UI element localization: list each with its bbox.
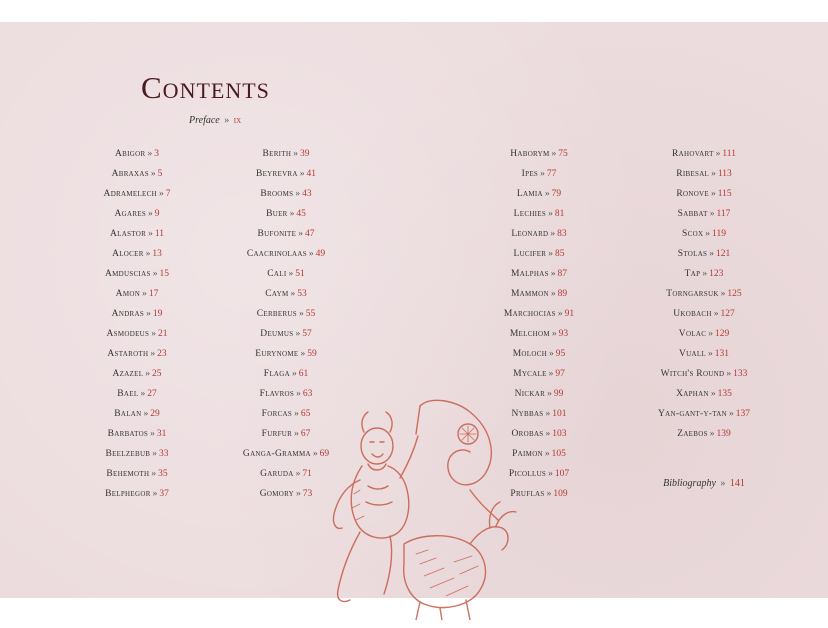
toc-separator: » — [146, 309, 151, 319]
toc-entry-name: Lechies — [513, 209, 547, 219]
toc-separator: » — [140, 389, 146, 399]
toc-entry-malphas[interactable] — [504, 266, 574, 286]
toc-entry-xaphan[interactable] — [658, 386, 750, 406]
toc-page-number: 105 — [551, 449, 566, 459]
toc-separator: » — [143, 409, 149, 419]
toc-separator: » — [547, 389, 552, 399]
toc-entry-name: Ronove — [676, 189, 709, 199]
toc-page-number: 133 — [733, 369, 748, 379]
toc-separator: » — [710, 189, 716, 199]
toc-page-number: 59 — [307, 349, 317, 359]
toc-separator: » — [709, 209, 715, 219]
toc-page-number: 57 — [302, 329, 312, 339]
toc-page-number: 41 — [306, 169, 317, 179]
toc-page-number: 83 — [557, 229, 567, 239]
toc-separator: » — [147, 149, 153, 159]
preface-label: Preface — [189, 115, 220, 126]
toc-page-number: 19 — [152, 309, 163, 319]
toc-page-number: 91 — [564, 309, 575, 319]
toc-entry-name: Gomory — [259, 489, 295, 499]
toc-separator: » — [145, 249, 151, 259]
toc-entry-name: Yan-gant-y-tan — [658, 409, 727, 419]
toc-separator: » — [150, 429, 155, 439]
toc-entry-name: Adramelech — [103, 189, 157, 199]
toc-page-number: 87 — [557, 269, 568, 279]
toc-separator: » — [296, 389, 301, 399]
toc-entry-beelzebub[interactable] — [104, 446, 171, 466]
toc-entry-name: Ukobach — [673, 309, 712, 319]
toc-entry-astaroth[interactable] — [104, 346, 171, 366]
preface-page-number: ix — [233, 115, 242, 126]
toc-separator: » — [299, 309, 304, 319]
toc-entry-andras[interactable] — [104, 306, 171, 326]
toc-page-number: 137 — [735, 409, 750, 419]
toc-entry-adramelech[interactable] — [104, 186, 171, 206]
toc-entry-name: Asmodeus — [106, 329, 150, 339]
toc-separator: » — [296, 489, 301, 499]
toc-page-number: 95 — [555, 349, 566, 359]
bibliography-label: Bibliography — [663, 478, 716, 489]
toc-page-number: 131 — [714, 349, 730, 359]
toc-page-number: 127 — [720, 309, 735, 319]
toc-entry-cali[interactable] — [243, 266, 329, 286]
toc-entry-lucifer[interactable] — [504, 246, 574, 266]
toc-page-number: 75 — [558, 149, 568, 159]
toc-separator: » — [150, 169, 156, 179]
contents-column-2 — [243, 146, 329, 506]
toc-entry-name: Flaga — [263, 369, 290, 379]
toc-entry-name: Cali — [267, 269, 287, 279]
toc-separator: » — [142, 289, 147, 299]
toc-entry-name: Zaebos — [677, 429, 708, 439]
toc-entry-name: Lamia — [516, 189, 543, 199]
toc-entry-name: Picollus — [508, 469, 547, 479]
toc-entry-gomory[interactable] — [243, 486, 329, 506]
bibliography-entry[interactable] — [663, 478, 745, 489]
toc-entry-yan-gant-y-tan[interactable] — [658, 406, 750, 426]
toc-entry-volac[interactable] — [658, 326, 750, 346]
toc-separator: » — [545, 429, 551, 439]
toc-page-number: 55 — [305, 309, 316, 319]
toc-entry-name: Alocer — [112, 249, 144, 259]
toc-entry-zaebos[interactable] — [658, 426, 750, 446]
toc-entry-asmodeus[interactable] — [104, 326, 171, 346]
toc-separator: » — [702, 269, 708, 279]
toc-entry-name: Pruflas — [510, 489, 545, 499]
toc-entry-ukobach[interactable] — [658, 306, 750, 326]
toc-separator: » — [548, 209, 553, 219]
toc-entry-name: Caym — [265, 289, 289, 299]
toc-page-number: 111 — [722, 149, 736, 159]
toc-separator: » — [551, 329, 557, 339]
toc-separator: » — [295, 469, 301, 479]
toc-separator: » — [298, 229, 303, 239]
toc-entry-name: Torngarsuk — [666, 289, 719, 299]
toc-separator: » — [294, 429, 299, 439]
bibliography-page-number: 141 — [729, 478, 745, 489]
toc-page-number: 135 — [717, 389, 732, 399]
toc-page-number: 45 — [296, 209, 306, 219]
toc-entry-name: Buer — [266, 209, 288, 219]
toc-page-number: 113 — [717, 169, 732, 179]
contents-page — [0, 22, 828, 598]
toc-entry-brooms[interactable] — [243, 186, 329, 206]
toc-page-number: 139 — [716, 429, 731, 439]
toc-entry-azazel[interactable] — [104, 366, 171, 386]
toc-page-number: 107 — [554, 469, 570, 479]
toc-entry-mammon[interactable] — [504, 286, 574, 306]
toc-entry-amon[interactable] — [104, 286, 171, 306]
toc-page-number: 49 — [315, 249, 326, 259]
toc-entry-name: Haborym — [510, 149, 550, 159]
toc-entry-name: Barbatos — [107, 429, 149, 439]
toc-separator: » — [710, 389, 716, 399]
toc-separator: » — [312, 449, 318, 459]
toc-separator: » — [152, 269, 158, 279]
toc-entry-name: Mycale — [513, 369, 547, 379]
toc-entry-name: Furfur — [261, 429, 293, 439]
toc-page-number: 97 — [555, 369, 565, 379]
toc-entry-name: Mammon — [510, 289, 549, 299]
toc-page-number: 33 — [159, 449, 169, 459]
toc-separator: » — [551, 149, 557, 159]
toc-entry-flaga[interactable] — [243, 366, 329, 386]
contents-column-1 — [104, 146, 171, 506]
toc-entry-moloch[interactable] — [504, 346, 574, 366]
toc-entry-name: Abraxas — [111, 169, 149, 179]
preface-separator: » — [224, 115, 230, 126]
demon-riding-goat-illustration — [320, 394, 520, 620]
toc-entry-name: Stolas — [677, 249, 708, 259]
toc-page-number: 3 — [154, 149, 159, 159]
toc-entry-abigor[interactable] — [104, 146, 171, 166]
toc-entry-name: Vuall — [678, 349, 707, 359]
toc-page-number: 17 — [148, 289, 159, 299]
toc-entry-torngarsuk[interactable] — [658, 286, 750, 306]
toc-page-number: 93 — [558, 329, 569, 339]
toc-entry-cerberus[interactable] — [243, 306, 329, 326]
toc-separator: » — [150, 349, 156, 359]
toc-entry-vuall[interactable] — [658, 346, 750, 366]
toc-entry-bufonite[interactable] — [243, 226, 329, 246]
toc-entry-buer[interactable] — [243, 206, 329, 226]
toc-separator: » — [290, 289, 296, 299]
toc-entry-stolas[interactable] — [658, 246, 750, 266]
toc-entry-ronove[interactable] — [658, 186, 750, 206]
toc-page-number: 13 — [152, 249, 162, 259]
toc-entry-name: Witch's Round — [660, 369, 725, 379]
toc-entry-name: Amon — [115, 289, 141, 299]
toc-entry-name: Beelzebub — [105, 449, 151, 459]
toc-entry-name: Ribesal — [676, 169, 710, 179]
toc-separator: » — [158, 189, 164, 199]
toc-entry-alocer[interactable] — [104, 246, 171, 266]
toc-separator: » — [145, 369, 151, 379]
toc-page-number: 69 — [319, 449, 330, 459]
toc-entry-name: Forcas — [261, 409, 293, 419]
toc-page-number: 71 — [302, 469, 312, 479]
toc-entry-name: Amduscias — [104, 269, 151, 279]
toc-separator: » — [550, 269, 556, 279]
toc-entry-name: Astaroth — [107, 349, 149, 359]
toc-page-number: 23 — [157, 349, 167, 359]
toc-entry-name: Lucifer — [513, 249, 547, 259]
toc-entry-name: Agares — [114, 209, 147, 219]
toc-entry-agares[interactable] — [104, 206, 171, 226]
toc-page-number: 79 — [551, 189, 562, 199]
toc-separator: » — [295, 329, 301, 339]
toc-entry-name: Behemoth — [106, 469, 150, 479]
toc-entry-eurynome[interactable] — [243, 346, 329, 366]
toc-entry-name: Berith — [262, 149, 292, 159]
toc-entry-name: Leonard — [511, 229, 549, 239]
toc-separator: » — [728, 409, 734, 419]
toc-entry-abraxas[interactable] — [104, 166, 171, 186]
toc-separator: » — [715, 149, 721, 159]
toc-entry-name: Ganga-Gramma — [242, 449, 311, 459]
toc-entry-name: Paimon — [512, 449, 543, 459]
toc-separator: » — [540, 169, 545, 179]
toc-entry-leonard[interactable] — [504, 226, 574, 246]
toc-entry-name: Rahovart — [672, 149, 714, 159]
bibliography-separator: » — [720, 478, 726, 489]
toc-entry-name: Belphegor — [105, 489, 151, 499]
toc-page-number: 89 — [557, 289, 568, 299]
toc-page-number: 51 — [295, 269, 305, 279]
toc-page-number: 27 — [147, 389, 157, 399]
toc-page-number: 15 — [159, 269, 169, 279]
toc-separator: » — [549, 349, 554, 359]
toc-entry-tap[interactable] — [658, 266, 750, 286]
toc-separator: » — [152, 489, 158, 499]
toc-entry-name: Melchom — [509, 329, 550, 339]
toc-entry-name: Garuda — [260, 469, 294, 479]
page-title: Contents — [141, 70, 270, 105]
toc-entry-name: Nickar — [514, 389, 546, 399]
toc-entry-name: Alastor — [110, 229, 147, 239]
toc-page-number: 37 — [159, 489, 169, 499]
toc-page-number: 121 — [716, 249, 731, 259]
toc-separator: » — [288, 269, 294, 279]
toc-entry-name: Flavros — [259, 389, 295, 399]
toc-separator: » — [544, 189, 550, 199]
toc-entry-name: Andras — [111, 309, 145, 319]
toc-entry-flavros[interactable] — [243, 386, 329, 406]
toc-entry-belphegor[interactable] — [104, 486, 171, 506]
toc-page-number: 5 — [157, 169, 163, 179]
contents-column-4 — [658, 146, 750, 446]
toc-entry-name: Caacrinolaas — [246, 249, 307, 259]
toc-entry-melchom[interactable] — [504, 326, 574, 346]
toc-entry-witch-s-round[interactable] — [658, 366, 750, 386]
toc-entry-alastor[interactable] — [104, 226, 171, 246]
toc-separator: » — [705, 229, 711, 239]
toc-page-number: 21 — [157, 329, 168, 339]
toc-entry-name: Bufonite — [257, 229, 297, 239]
toc-separator: » — [299, 169, 305, 179]
toc-page-number: 25 — [152, 369, 162, 379]
toc-separator: » — [708, 329, 713, 339]
toc-page-number: 65 — [300, 409, 311, 419]
toc-separator: » — [713, 309, 719, 319]
toc-separator: » — [289, 209, 295, 219]
toc-separator: » — [720, 289, 726, 299]
toc-entry-name: Balan — [114, 409, 142, 419]
toc-separator: » — [557, 309, 563, 319]
toc-page-number: 11 — [154, 229, 164, 239]
toc-entry-mycale[interactable] — [504, 366, 574, 386]
toc-entry-lechies[interactable] — [504, 206, 574, 226]
toc-entry-name: Orobas — [511, 429, 544, 439]
toc-separator: » — [708, 349, 713, 359]
toc-separator: » — [308, 249, 314, 259]
toc-separator: » — [294, 409, 299, 419]
toc-entry-name: Xaphan — [676, 389, 709, 399]
toc-page-number: 39 — [300, 149, 310, 159]
toc-entry-caacrinolaas[interactable] — [243, 246, 329, 266]
toc-entry-name: Deumus — [260, 329, 294, 339]
toc-separator: » — [151, 329, 156, 339]
toc-separator: » — [546, 489, 552, 499]
toc-entry-balan[interactable] — [104, 406, 171, 426]
toc-entry-behemoth[interactable] — [104, 466, 171, 486]
toc-page-number: 43 — [302, 189, 312, 199]
toc-entry-ganga-gramma[interactable] — [243, 446, 329, 466]
toc-separator: » — [550, 229, 556, 239]
toc-page-number: 9 — [154, 209, 160, 219]
toc-separator: » — [300, 349, 306, 359]
toc-entry-sabbat[interactable] — [658, 206, 750, 226]
toc-page-number: 77 — [546, 169, 557, 179]
toc-entry-name: Beyrevra — [255, 169, 298, 179]
toc-separator: » — [709, 249, 715, 259]
toc-entry-name: Cerberus — [256, 309, 297, 319]
toc-entry-name: Azazel — [112, 369, 144, 379]
toc-page-number: 85 — [555, 249, 565, 259]
toc-page-number: 129 — [714, 329, 730, 339]
toc-entry-lamia[interactable] — [504, 186, 574, 206]
toc-separator: » — [709, 429, 715, 439]
toc-page-number: 115 — [717, 189, 732, 199]
toc-separator: » — [148, 209, 153, 219]
toc-separator: » — [726, 369, 732, 379]
preface-entry[interactable] — [189, 115, 241, 126]
toc-entry-scox[interactable] — [658, 226, 750, 246]
toc-entry-name: Sabbat — [677, 209, 708, 219]
toc-entry-haborym[interactable] — [504, 146, 574, 166]
toc-entry-rahovart[interactable] — [658, 146, 750, 166]
toc-entry-garuda[interactable] — [243, 466, 329, 486]
toc-entry-name: Malphas — [510, 269, 549, 279]
toc-entry-name: Abigor — [115, 149, 146, 159]
toc-entry-name: Tap — [684, 269, 701, 279]
toc-separator: » — [152, 449, 158, 459]
toc-entry-ipes[interactable] — [504, 166, 574, 186]
toc-entry-beyrevra[interactable] — [243, 166, 329, 186]
toc-separator: » — [548, 469, 553, 479]
toc-entry-name: Eurynome — [255, 349, 299, 359]
toc-entry-name: Moloch — [512, 349, 548, 359]
toc-page-number: 47 — [304, 229, 315, 239]
toc-entry-berith[interactable] — [243, 146, 329, 166]
toc-separator: » — [548, 249, 554, 259]
toc-page-number: 61 — [298, 369, 309, 379]
toc-page-number: 125 — [727, 289, 742, 299]
toc-entry-caym[interactable] — [243, 286, 329, 306]
toc-page-number: 101 — [552, 409, 567, 419]
toc-entry-name: Ipes — [521, 169, 539, 179]
toc-page-number: 7 — [165, 189, 171, 199]
toc-entry-name: Brooms — [260, 189, 294, 199]
toc-separator: » — [291, 369, 297, 379]
toc-page-number: 119 — [712, 229, 726, 239]
toc-page-number: 73 — [302, 489, 313, 499]
toc-entry-name: Marchocias — [503, 309, 556, 319]
toc-page-number: 35 — [158, 469, 168, 479]
toc-separator: » — [548, 369, 554, 379]
toc-entry-furfur[interactable] — [243, 426, 329, 446]
toc-page-number: 123 — [709, 269, 724, 279]
toc-separator: » — [544, 449, 550, 459]
toc-entry-barbatos[interactable] — [104, 426, 171, 446]
toc-page-number: 109 — [553, 489, 568, 499]
toc-page-number: 99 — [553, 389, 564, 399]
toc-separator: » — [545, 409, 551, 419]
toc-separator: » — [148, 229, 153, 239]
toc-entry-deumus[interactable] — [243, 326, 329, 346]
toc-entry-forcas[interactable] — [243, 406, 329, 426]
toc-separator: » — [151, 469, 157, 479]
toc-entry-name: Volac — [678, 329, 707, 339]
toc-page-number: 103 — [552, 429, 567, 439]
toc-separator: » — [295, 189, 301, 199]
toc-entry-bael[interactable] — [104, 386, 171, 406]
toc-separator: » — [293, 149, 298, 159]
toc-page-number: 67 — [300, 429, 311, 439]
toc-entry-name: Nybbas — [511, 409, 544, 419]
toc-page-number: 29 — [150, 409, 160, 419]
toc-separator: » — [550, 289, 556, 299]
toc-page-number: 63 — [302, 389, 313, 399]
toc-entry-name: Scox — [682, 229, 704, 239]
toc-page-number: 53 — [297, 289, 307, 299]
toc-page-number: 81 — [554, 209, 565, 219]
toc-entry-ribesal[interactable] — [658, 166, 750, 186]
toc-entry-name: Bael — [117, 389, 139, 399]
toc-entry-marchocias[interactable] — [504, 306, 574, 326]
toc-page-number: 31 — [156, 429, 167, 439]
toc-entry-amduscias[interactable] — [104, 266, 171, 286]
toc-separator: » — [711, 169, 716, 179]
toc-page-number: 117 — [716, 209, 731, 219]
